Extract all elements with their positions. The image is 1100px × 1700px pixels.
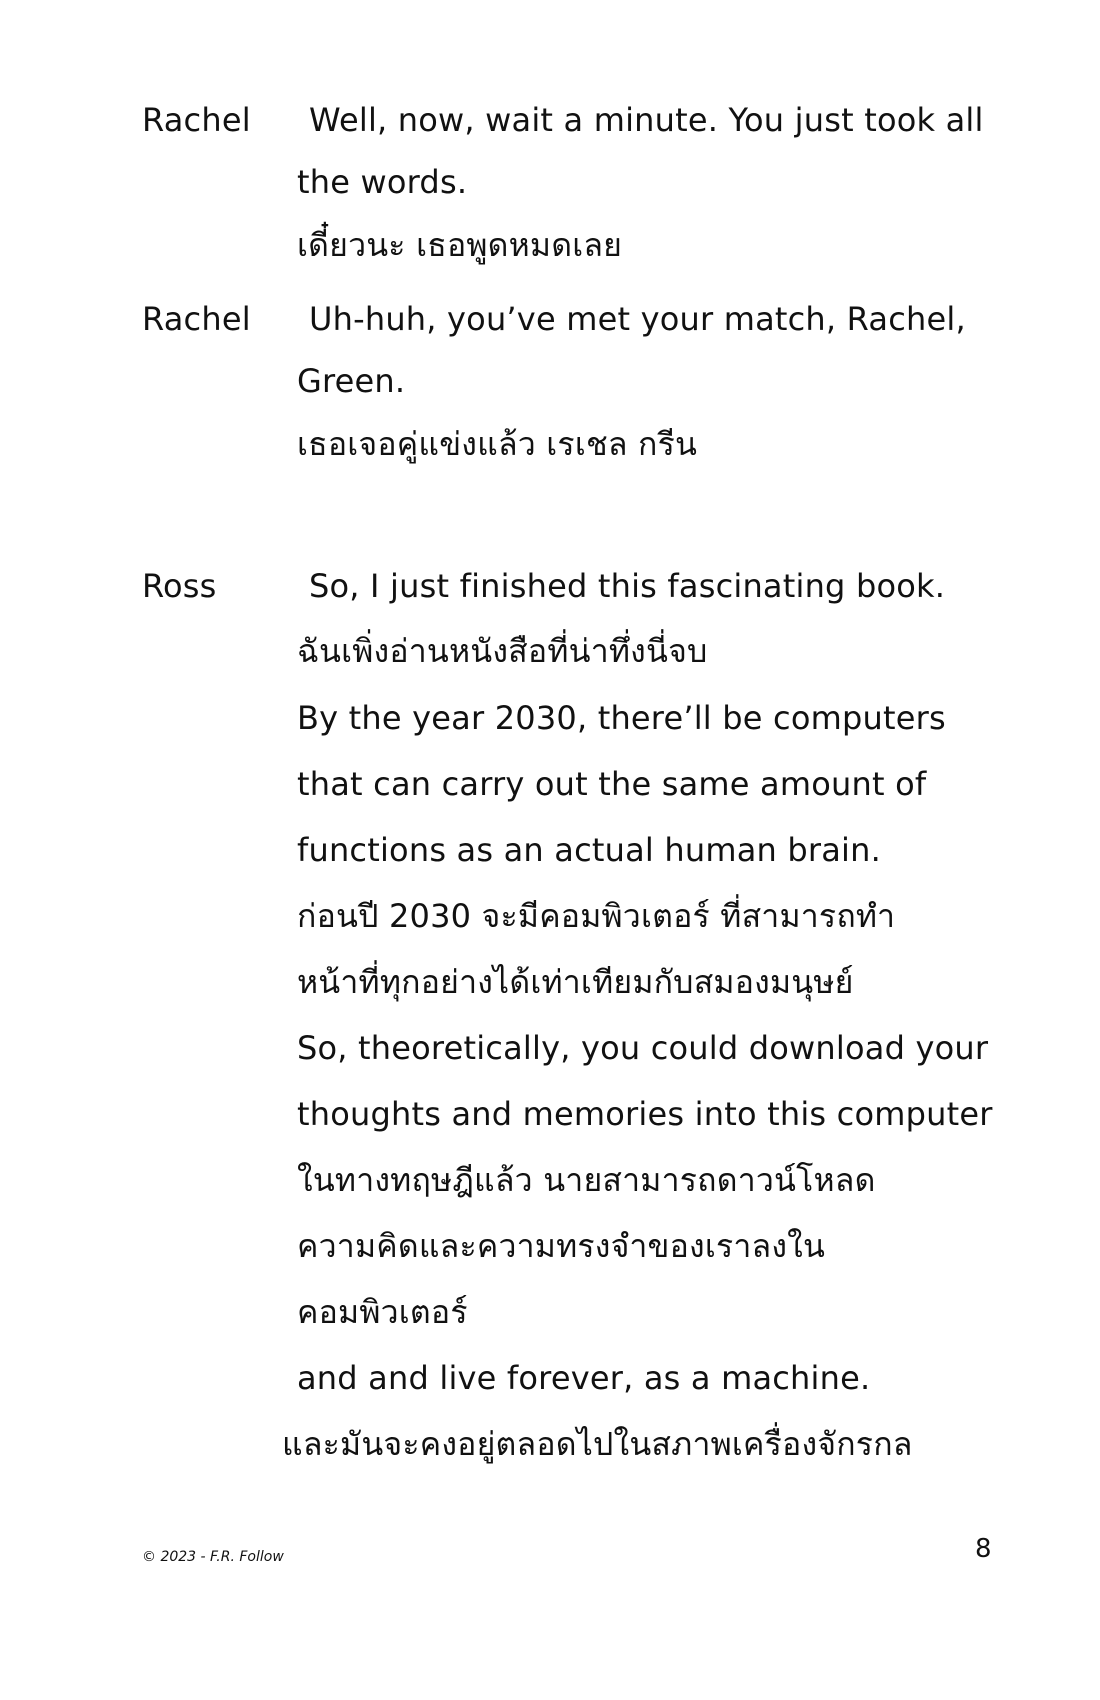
speaker-name: Rachel [142, 300, 251, 338]
dialogue-line: that can carry out the same amount of [297, 765, 927, 803]
dialogue-line-thai: คอมพิวเตอร์ [297, 1293, 468, 1331]
dialogue-line-thai: ในทางทฤษฎีแล้ว นายสามารถดาวน์โหลด [297, 1161, 876, 1199]
page-number: 8 [975, 1534, 992, 1564]
dialogue-line: functions as an actual human brain. [297, 831, 881, 869]
dialogue-line: and and live forever, as a machine. [297, 1359, 871, 1397]
dialogue-line-thai: ก่อนปี 2030 จะมีคอมพิวเตอร์ ที่สามารถทำ [297, 897, 896, 935]
dialogue-line: Uh-huh, you’ve met your match, Rachel, [309, 300, 966, 338]
dialogue-line: So, theoretically, you could download your [297, 1029, 989, 1067]
dialogue-line: Well, now, wait a minute. You just took all [309, 101, 984, 139]
dialogue-line-thai: เธอเจอคู่แข่งแล้ว เรเชล กรีน [297, 425, 698, 463]
dialogue-line: Green. [297, 362, 406, 400]
speaker-name: Rachel [142, 101, 251, 139]
dialogue-line: By the year 2030, there’ll be computers [297, 699, 946, 737]
dialogue-line-thai: ความคิดและความทรงจำของเราลงใน [297, 1227, 826, 1265]
speaker-name: Ross [142, 567, 217, 605]
dialogue-line: the words. [297, 163, 468, 201]
dialogue-line: thoughts and memories into this computer [297, 1095, 993, 1133]
dialogue-line-thai: หน้าที่ทุกอย่างได้เท่าเทียมกับสมองมนุษย์ [297, 963, 854, 1001]
dialogue-line-thai: เดี๋ยวนะ เธอพูดหมดเลย [297, 226, 623, 264]
dialogue-line-thai: และมันจะคงอยู่ตลอดไปในสภาพเครื่องจักรกล [282, 1425, 913, 1463]
footer-copyright: © 2023 - F.R. Follow [142, 1549, 284, 1565]
dialogue-line-thai: ฉันเพิ่งอ่านหนังสือที่น่าทึ่งนี่จบ [297, 632, 708, 670]
dialogue-line: So, I just finished this fascinating book. [309, 567, 946, 605]
